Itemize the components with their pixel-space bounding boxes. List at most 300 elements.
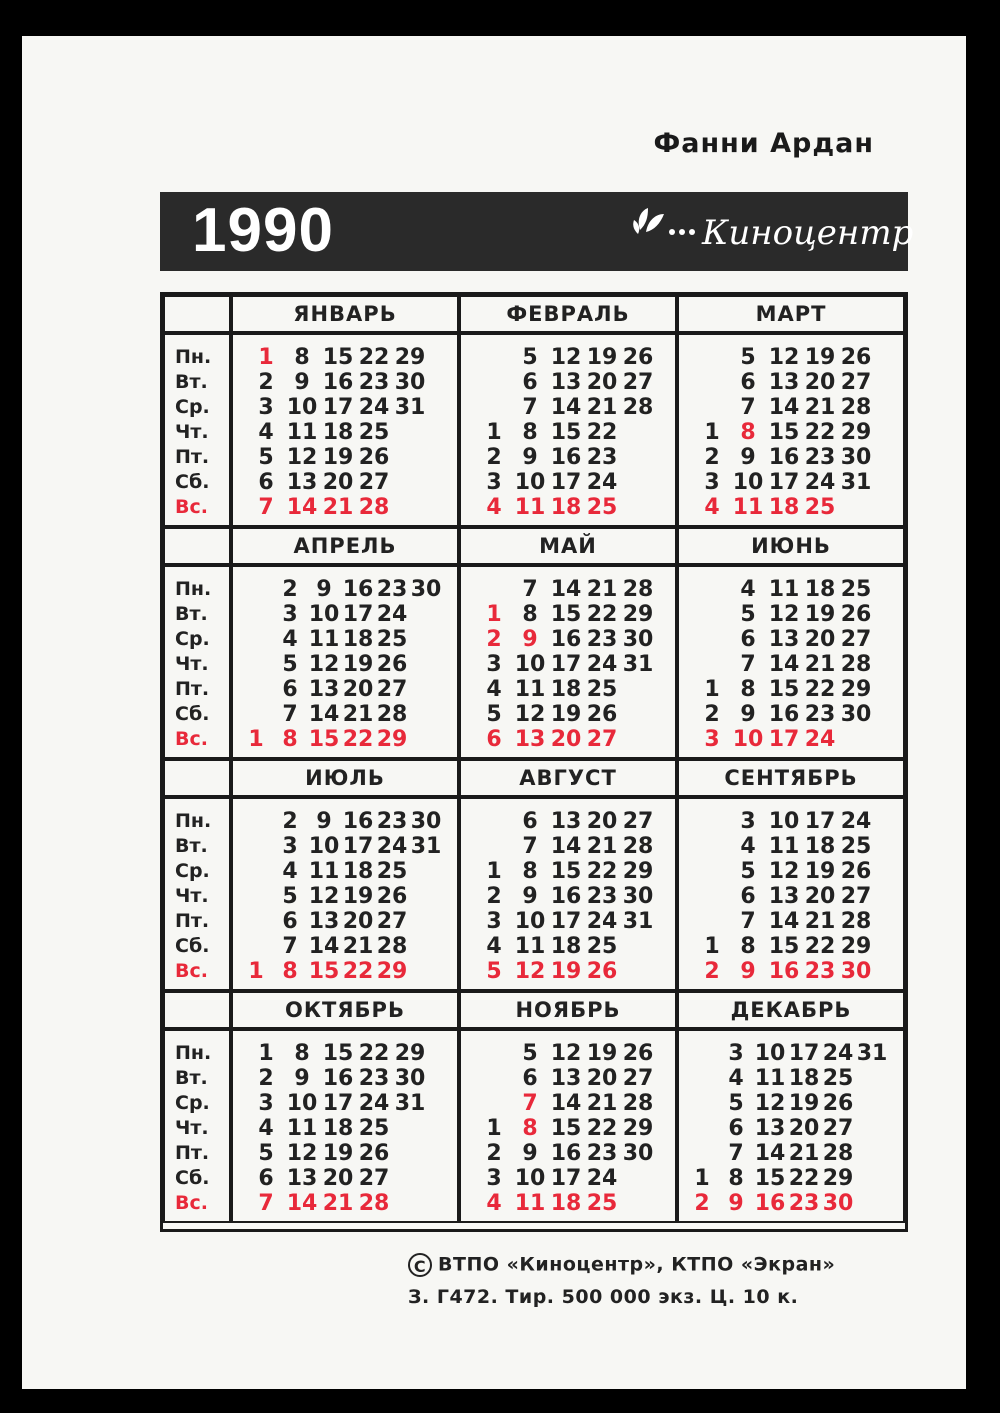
day-number: 8 — [740, 934, 756, 959]
month-header — [677, 295, 905, 333]
day-number: 16 — [768, 959, 800, 984]
month-body — [677, 797, 905, 991]
day-number: 26 — [840, 602, 872, 627]
day-number: 13 — [514, 727, 546, 752]
day-number: 5 — [740, 345, 756, 370]
month-body — [677, 1029, 905, 1223]
day-number: 5 — [258, 445, 274, 470]
day-number: 25 — [804, 495, 836, 520]
day-number: 29 — [394, 345, 426, 370]
day-number: 9 — [740, 445, 756, 470]
day-number: 16 — [322, 1066, 354, 1091]
day-number: 30 — [410, 809, 442, 834]
day-number: 27 — [840, 627, 872, 652]
day-number: 1 — [694, 1166, 710, 1191]
day-number: 12 — [514, 702, 546, 727]
day-number: 1 — [704, 677, 720, 702]
day-number: 6 — [282, 909, 298, 934]
day-number: 6 — [728, 1116, 744, 1141]
day-number: 2 — [282, 809, 298, 834]
day-number: 24 — [586, 1166, 618, 1191]
weekday-label: Сб. — [175, 935, 210, 957]
day-number: 9 — [316, 577, 332, 602]
day-number: 16 — [550, 445, 582, 470]
day-number: 31 — [840, 470, 872, 495]
day-number: 6 — [522, 1066, 538, 1091]
day-number: 5 — [282, 652, 298, 677]
day-number: 22 — [804, 420, 836, 445]
copyright-icon: C — [408, 1253, 432, 1277]
day-number: 17 — [768, 470, 800, 495]
day-number: 19 — [322, 1141, 354, 1166]
day-number: 4 — [282, 627, 298, 652]
day-number: 18 — [804, 834, 836, 859]
day-number: 18 — [550, 1191, 582, 1216]
day-number: 13 — [550, 809, 582, 834]
day-number: 29 — [394, 1041, 426, 1066]
day-number: 18 — [550, 934, 582, 959]
day-number: 4 — [486, 677, 502, 702]
day-number: 18 — [768, 495, 800, 520]
day-number: 25 — [358, 420, 390, 445]
day-number: 24 — [358, 1091, 390, 1116]
day-number: 4 — [486, 495, 502, 520]
day-number: 15 — [550, 859, 582, 884]
day-number: 29 — [376, 727, 408, 752]
day-number: 27 — [358, 1166, 390, 1191]
day-number: 9 — [740, 702, 756, 727]
day-number: 2 — [704, 445, 720, 470]
day-number: 1 — [486, 420, 502, 445]
day-number: 3 — [486, 1166, 502, 1191]
day-number: 5 — [282, 884, 298, 909]
month-header — [677, 527, 905, 565]
publisher-text: ВТПО «Киноцентр», КТПО «Экран» — [438, 1253, 836, 1276]
day-number: 31 — [622, 652, 654, 677]
day-number: 18 — [788, 1066, 820, 1091]
day-number: 26 — [376, 884, 408, 909]
day-number: 15 — [768, 677, 800, 702]
leaf-icon — [633, 208, 695, 235]
day-number: 30 — [840, 959, 872, 984]
day-number: 1 — [258, 345, 274, 370]
day-number: 20 — [804, 370, 836, 395]
day-number: 4 — [728, 1066, 744, 1091]
day-number: 2 — [694, 1191, 710, 1216]
day-number: 10 — [308, 834, 340, 859]
day-number: 10 — [754, 1041, 786, 1066]
day-number: 6 — [258, 470, 274, 495]
weekday-column — [163, 565, 231, 759]
day-number: 6 — [486, 727, 502, 752]
day-number: 15 — [768, 934, 800, 959]
day-number: 1 — [704, 934, 720, 959]
day-number: 14 — [286, 495, 318, 520]
month-name: ФЕВРАЛЬ — [506, 302, 630, 326]
day-number: 17 — [342, 602, 374, 627]
month-name: МАЙ — [539, 534, 597, 558]
day-number: 27 — [622, 809, 654, 834]
month-header — [231, 991, 459, 1029]
day-number: 27 — [376, 677, 408, 702]
day-number: 2 — [704, 959, 720, 984]
day-number: 24 — [376, 834, 408, 859]
day-number: 7 — [522, 1091, 538, 1116]
day-number: 6 — [740, 370, 756, 395]
month-header — [459, 759, 677, 797]
day-number: 17 — [768, 727, 800, 752]
day-number: 4 — [740, 834, 756, 859]
day-number: 17 — [550, 1166, 582, 1191]
weekday-label: Сб. — [175, 703, 210, 725]
day-number: 23 — [788, 1191, 820, 1216]
day-number: 26 — [840, 345, 872, 370]
weekday-label: Сб. — [175, 1167, 210, 1189]
day-number: 10 — [732, 727, 764, 752]
day-number: 20 — [322, 1166, 354, 1191]
day-number: 8 — [282, 727, 298, 752]
day-number: 6 — [740, 627, 756, 652]
day-number: 27 — [376, 909, 408, 934]
kinocentr-logo — [632, 200, 914, 262]
day-number: 30 — [840, 702, 872, 727]
day-number: 7 — [282, 934, 298, 959]
day-number: 11 — [308, 859, 340, 884]
day-number: 17 — [322, 395, 354, 420]
day-number: 17 — [550, 470, 582, 495]
footer-line-2: З. Г472. Тир. 500 000 экз. Ц. 10 к. — [408, 1286, 799, 1308]
day-number: 16 — [550, 884, 582, 909]
year-bar — [160, 192, 914, 271]
day-number: 10 — [286, 395, 318, 420]
day-number: 24 — [586, 909, 618, 934]
month-name: ДЕКАБРЬ — [730, 998, 852, 1022]
day-number: 7 — [728, 1141, 744, 1166]
weekday-label: Пн. — [175, 1042, 212, 1064]
day-number: 23 — [586, 1141, 618, 1166]
day-number: 3 — [728, 1041, 744, 1066]
day-number: 20 — [586, 809, 618, 834]
day-number: 3 — [486, 909, 502, 934]
day-number: 6 — [282, 677, 298, 702]
day-number: 24 — [822, 1041, 854, 1066]
day-number: 18 — [342, 627, 374, 652]
day-number: 16 — [322, 370, 354, 395]
day-number: 7 — [522, 577, 538, 602]
day-number: 11 — [732, 495, 764, 520]
day-number: 8 — [282, 959, 298, 984]
day-number: 3 — [740, 809, 756, 834]
day-number: 20 — [586, 370, 618, 395]
month-name: ИЮЛЬ — [305, 766, 385, 790]
month-name: НОЯБРЬ — [515, 998, 621, 1022]
day-number: 3 — [486, 470, 502, 495]
day-number: 29 — [622, 602, 654, 627]
day-number: 2 — [282, 577, 298, 602]
day-number: 26 — [622, 1041, 654, 1066]
corner-cell — [163, 991, 231, 1029]
day-number: 9 — [740, 959, 756, 984]
day-number: 12 — [308, 884, 340, 909]
month-body — [677, 333, 905, 527]
day-number: 24 — [804, 470, 836, 495]
day-number: 2 — [486, 445, 502, 470]
month-header — [677, 991, 905, 1029]
day-number: 9 — [522, 627, 538, 652]
day-number: 14 — [768, 395, 800, 420]
day-number: 21 — [342, 702, 374, 727]
day-number: 6 — [258, 1166, 274, 1191]
day-number: 15 — [322, 1041, 354, 1066]
day-number: 15 — [768, 420, 800, 445]
day-number: 6 — [522, 370, 538, 395]
day-number: 26 — [586, 959, 618, 984]
day-number: 16 — [768, 445, 800, 470]
day-number: 14 — [308, 934, 340, 959]
day-number: 19 — [342, 884, 374, 909]
weekday-label: Вт. — [175, 835, 208, 857]
day-number: 10 — [308, 602, 340, 627]
day-number: 1 — [704, 420, 720, 445]
day-number: 26 — [586, 702, 618, 727]
month-name: ОКТЯБРЬ — [285, 998, 405, 1022]
day-number: 31 — [856, 1041, 888, 1066]
day-number: 8 — [740, 420, 756, 445]
day-number: 12 — [768, 602, 800, 627]
day-number: 19 — [804, 345, 836, 370]
day-number: 10 — [514, 1166, 546, 1191]
weekday-label: Ср. — [175, 628, 210, 650]
day-number: 14 — [768, 652, 800, 677]
day-number: 10 — [732, 470, 764, 495]
day-number: 9 — [522, 884, 538, 909]
month-body — [459, 333, 677, 527]
day-number: 18 — [322, 1116, 354, 1141]
day-number: 14 — [768, 909, 800, 934]
day-number: 10 — [514, 909, 546, 934]
day-number: 17 — [322, 1091, 354, 1116]
month-body — [459, 565, 677, 759]
month-body — [677, 565, 905, 759]
day-number: 13 — [768, 627, 800, 652]
month-name: ЯНВАРЬ — [293, 302, 397, 326]
day-number: 28 — [622, 577, 654, 602]
day-number: 11 — [514, 1191, 546, 1216]
month-header — [231, 527, 459, 565]
day-number: 23 — [804, 702, 836, 727]
day-number: 28 — [358, 1191, 390, 1216]
weekday-column — [163, 797, 231, 991]
day-number: 25 — [586, 934, 618, 959]
day-number: 12 — [286, 1141, 318, 1166]
day-number: 28 — [376, 934, 408, 959]
month-body — [231, 1029, 459, 1223]
day-number: 22 — [586, 420, 618, 445]
day-number: 16 — [342, 809, 374, 834]
day-number: 7 — [740, 395, 756, 420]
day-number: 12 — [550, 345, 582, 370]
weekday-column — [163, 333, 231, 527]
day-number: 11 — [768, 577, 800, 602]
day-number: 22 — [342, 959, 374, 984]
day-number: 8 — [522, 859, 538, 884]
day-number: 27 — [840, 370, 872, 395]
day-number: 14 — [286, 1191, 318, 1216]
day-number: 3 — [282, 602, 298, 627]
day-number: 11 — [308, 627, 340, 652]
calendar-grid — [160, 292, 908, 1232]
day-number: 3 — [704, 727, 720, 752]
day-number: 20 — [322, 470, 354, 495]
day-number: 27 — [622, 1066, 654, 1091]
weekday-label: Вс. — [175, 496, 208, 518]
day-number: 21 — [804, 909, 836, 934]
day-number: 21 — [322, 1191, 354, 1216]
day-number: 11 — [286, 420, 318, 445]
day-number: 12 — [768, 859, 800, 884]
day-number: 9 — [522, 445, 538, 470]
weekday-label: Вс. — [175, 960, 208, 982]
day-number: 3 — [258, 395, 274, 420]
brand-text: Киноцентр — [702, 213, 914, 253]
day-number: 25 — [586, 677, 618, 702]
day-number: 23 — [804, 445, 836, 470]
weekday-label: Вт. — [175, 371, 208, 393]
weekday-label: Пт. — [175, 910, 210, 932]
day-number: 1 — [248, 959, 264, 984]
weekday-column — [163, 1029, 231, 1223]
weekday-label: Чт. — [175, 653, 209, 675]
day-number: 22 — [358, 1041, 390, 1066]
day-number: 21 — [804, 652, 836, 677]
day-number: 13 — [754, 1116, 786, 1141]
corner-cell — [163, 295, 231, 333]
day-number: 30 — [822, 1191, 854, 1216]
day-number: 7 — [522, 834, 538, 859]
day-number: 13 — [286, 1166, 318, 1191]
weekday-label: Ср. — [175, 1092, 210, 1114]
day-number: 18 — [342, 859, 374, 884]
month-name: ИЮНЬ — [751, 534, 831, 558]
weekday-label: Вт. — [175, 603, 208, 625]
weekday-label: Пн. — [175, 346, 212, 368]
day-number: 26 — [840, 859, 872, 884]
day-number: 15 — [308, 727, 340, 752]
day-number: 22 — [586, 859, 618, 884]
day-number: 12 — [550, 1041, 582, 1066]
day-number: 29 — [622, 859, 654, 884]
day-number: 10 — [514, 470, 546, 495]
day-number: 8 — [294, 345, 310, 370]
day-number: 30 — [394, 1066, 426, 1091]
month-header — [459, 527, 677, 565]
day-number: 25 — [840, 577, 872, 602]
day-number: 7 — [522, 395, 538, 420]
day-number: 9 — [522, 1141, 538, 1166]
day-number: 11 — [514, 677, 546, 702]
year-label: 1990 — [192, 196, 334, 265]
day-number: 14 — [754, 1141, 786, 1166]
weekday-label: Вс. — [175, 1192, 208, 1214]
day-number: 8 — [522, 602, 538, 627]
day-number: 19 — [342, 652, 374, 677]
day-number: 14 — [550, 1091, 582, 1116]
day-number: 4 — [282, 859, 298, 884]
day-number: 12 — [754, 1091, 786, 1116]
day-number: 10 — [286, 1091, 318, 1116]
day-number: 9 — [294, 1066, 310, 1091]
day-number: 30 — [622, 627, 654, 652]
weekday-label: Ср. — [175, 860, 210, 882]
day-number: 28 — [622, 395, 654, 420]
day-number: 2 — [486, 884, 502, 909]
day-number: 19 — [804, 602, 836, 627]
day-number: 14 — [308, 702, 340, 727]
day-number: 7 — [740, 909, 756, 934]
day-number: 19 — [586, 1041, 618, 1066]
day-number: 26 — [358, 1141, 390, 1166]
day-number: 17 — [342, 834, 374, 859]
day-number: 1 — [258, 1041, 274, 1066]
day-number: 16 — [550, 627, 582, 652]
day-number: 24 — [376, 602, 408, 627]
day-number: 12 — [514, 959, 546, 984]
day-number: 17 — [804, 809, 836, 834]
day-number: 19 — [322, 445, 354, 470]
day-number: 18 — [550, 495, 582, 520]
day-number: 3 — [486, 652, 502, 677]
day-number: 1 — [486, 859, 502, 884]
month-body — [231, 333, 459, 527]
day-number: 28 — [358, 495, 390, 520]
day-number: 19 — [550, 959, 582, 984]
day-number: 25 — [358, 1116, 390, 1141]
month-name: АВГУСТ — [519, 766, 617, 790]
day-number: 13 — [768, 884, 800, 909]
day-number: 11 — [768, 834, 800, 859]
day-number: 29 — [622, 1116, 654, 1141]
day-number: 24 — [358, 395, 390, 420]
day-number: 28 — [840, 909, 872, 934]
day-number: 15 — [550, 420, 582, 445]
day-number: 18 — [322, 420, 354, 445]
day-number: 12 — [286, 445, 318, 470]
day-number: 25 — [586, 1191, 618, 1216]
day-number: 24 — [586, 470, 618, 495]
day-number: 7 — [258, 1191, 274, 1216]
month-name: АПРЕЛЬ — [293, 534, 397, 558]
day-number: 31 — [410, 834, 442, 859]
day-number: 29 — [840, 420, 872, 445]
day-number: 10 — [514, 652, 546, 677]
day-number: 21 — [586, 834, 618, 859]
day-number: 17 — [550, 909, 582, 934]
day-number: 5 — [740, 859, 756, 884]
day-number: 5 — [740, 602, 756, 627]
weekday-label: Чт. — [175, 1117, 209, 1139]
day-number: 22 — [804, 677, 836, 702]
day-number: 25 — [840, 834, 872, 859]
day-number: 26 — [376, 652, 408, 677]
day-number: 3 — [704, 470, 720, 495]
day-number: 6 — [740, 884, 756, 909]
day-number: 5 — [486, 702, 502, 727]
day-number: 23 — [358, 1066, 390, 1091]
day-number: 16 — [342, 577, 374, 602]
weekday-label: Пн. — [175, 810, 212, 832]
day-number: 29 — [840, 934, 872, 959]
day-number: 13 — [308, 909, 340, 934]
